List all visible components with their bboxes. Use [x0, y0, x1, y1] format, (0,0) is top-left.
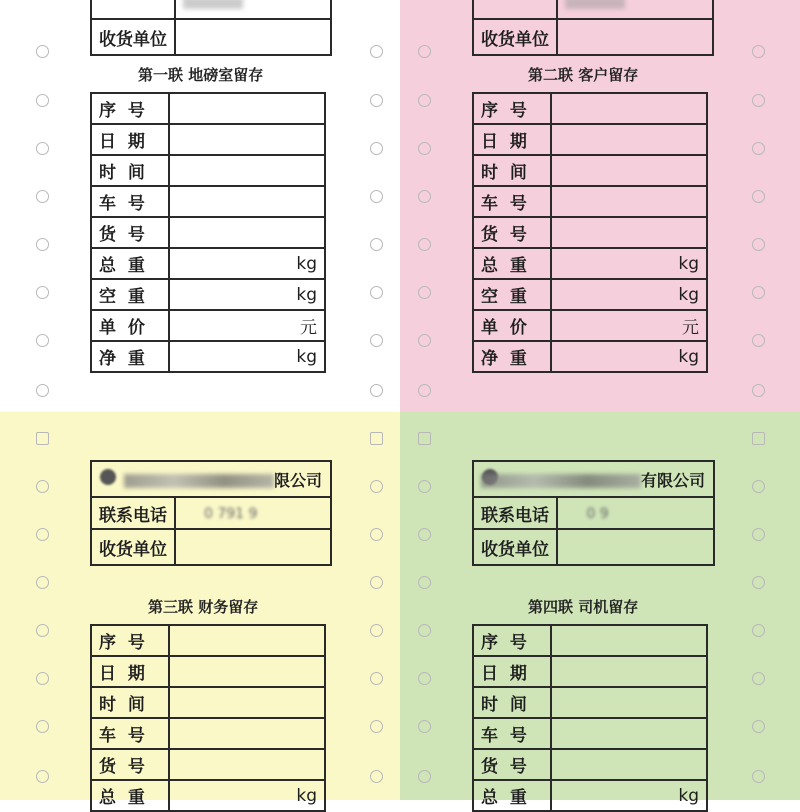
phone-value-cell[interactable] [175, 0, 331, 19]
row-value-field[interactable] [169, 341, 325, 372]
table-row [473, 656, 707, 687]
feed-hole-icon [36, 480, 49, 493]
table-row [91, 217, 325, 248]
weigh-table-1 [90, 92, 326, 373]
feed-hole-icon [36, 672, 49, 685]
table-row [473, 310, 707, 341]
feed-hole-icon [752, 624, 765, 637]
row-value-field[interactable] [551, 310, 707, 341]
phone-value-blurred [565, 0, 625, 9]
company-name-suffix: 有限公司 [641, 470, 706, 490]
row-value-field[interactable] [169, 687, 325, 718]
weigh-table-2 [472, 92, 708, 373]
feed-hole-icon [418, 334, 431, 347]
row-value-field[interactable] [551, 687, 707, 718]
row-label: 车 号 [473, 718, 551, 749]
phone-value-text: 0 9 [586, 506, 609, 522]
table-row [91, 248, 325, 279]
feed-hole-icon [370, 94, 383, 107]
company-name-cell [473, 461, 714, 497]
feed-hole-icon [36, 142, 49, 155]
feed-hole-icon [752, 94, 765, 107]
receiver-label: 收货单位 [473, 19, 557, 55]
table-row [91, 749, 325, 780]
row-label: 总 重 [473, 248, 551, 279]
row-unit: 元 [300, 318, 317, 338]
feed-hole-icon [370, 142, 383, 155]
copy-caption: 第四联 司机留存 [528, 598, 639, 616]
row-unit: kg [678, 785, 699, 806]
table-row [91, 341, 325, 372]
receiver-label: 收货单位 [91, 19, 175, 55]
feed-hole-icon [36, 238, 49, 251]
feed-hole-icon [418, 770, 431, 783]
feed-hole-icon [418, 480, 431, 493]
row-unit: kg [296, 346, 317, 367]
table-row [473, 687, 707, 718]
row-label: 货 号 [91, 217, 169, 248]
feed-hole-icon [36, 770, 49, 783]
table-row [91, 186, 325, 217]
phone-label-cell [91, 0, 175, 19]
row-value-field[interactable] [169, 749, 325, 780]
phone-label: 联系电话 [91, 497, 175, 529]
row-label: 单 价 [91, 310, 169, 341]
feed-hole-icon [36, 624, 49, 637]
row-label: 空 重 [473, 279, 551, 310]
row-value-field[interactable] [169, 217, 325, 248]
phone-label: 联系电话 [473, 497, 557, 529]
table-row [473, 217, 707, 248]
row-label: 日 期 [91, 124, 169, 155]
table-row [473, 749, 707, 780]
table-row [473, 93, 707, 124]
company-name-blurred [124, 474, 274, 488]
feed-hole-icon [36, 286, 49, 299]
feed-hole-icon [418, 720, 431, 733]
feed-hole-icon [752, 480, 765, 493]
table-row [91, 124, 325, 155]
feed-hole-icon [36, 384, 49, 397]
row-unit: kg [296, 785, 317, 806]
weigh-table-4 [472, 624, 708, 812]
row-value-field[interactable] [169, 155, 325, 186]
row-unit: 元 [682, 318, 699, 338]
row-label: 日 期 [473, 124, 551, 155]
row-label: 序 号 [91, 93, 169, 124]
row-label: 货 号 [91, 749, 169, 780]
row-value-field[interactable] [551, 656, 707, 687]
feed-hole-icon [36, 190, 49, 203]
feed-hole-icon [36, 45, 49, 58]
feed-hole-icon [370, 672, 383, 685]
table-row [91, 310, 325, 341]
row-unit: kg [678, 284, 699, 305]
feed-hole-icon [418, 576, 431, 589]
row-value-field[interactable] [551, 749, 707, 780]
feed-hole-icon [370, 190, 383, 203]
table-row [473, 124, 707, 155]
row-label: 日 期 [91, 656, 169, 687]
company-name-suffix: 限公司 [273, 470, 322, 490]
copy-caption: 第二联 客户留存 [528, 66, 639, 84]
phone-value-cell[interactable] [557, 0, 713, 19]
header-table-2 [472, 0, 714, 56]
phone-value-text: 0 791 9 [204, 506, 258, 522]
phone-label-cell [473, 0, 557, 19]
company-name-cell [91, 461, 331, 497]
feed-hole-icon [36, 720, 49, 733]
header-table-3 [90, 460, 332, 566]
row-label: 序 号 [91, 625, 169, 656]
row-label: 总 重 [473, 780, 551, 811]
table-row [473, 248, 707, 279]
feed-hole-icon [752, 576, 765, 589]
copy-caption: 第三联 财务留存 [148, 598, 259, 616]
row-label: 净 重 [473, 341, 551, 372]
receiver-value-field[interactable] [557, 529, 714, 565]
table-row [473, 780, 707, 811]
row-label: 单 价 [473, 310, 551, 341]
table-row [473, 341, 707, 372]
row-unit: kg [296, 253, 317, 274]
feed-hole-icon [370, 432, 383, 445]
feed-hole-icon [36, 528, 49, 541]
feed-hole-icon [752, 384, 765, 397]
table-row [91, 625, 325, 656]
feed-hole-icon [418, 624, 431, 637]
table-row [473, 186, 707, 217]
feed-hole-icon [370, 720, 383, 733]
feed-hole-icon [370, 624, 383, 637]
feed-hole-icon [370, 528, 383, 541]
feed-hole-icon [370, 480, 383, 493]
row-value-field[interactable] [169, 124, 325, 155]
row-label: 时 间 [91, 155, 169, 186]
row-label: 净 重 [91, 341, 169, 372]
row-value-field[interactable] [551, 718, 707, 749]
feed-hole-icon [752, 238, 765, 251]
feed-hole-icon [752, 528, 765, 541]
receiver-value-field[interactable] [557, 19, 713, 55]
row-value-field[interactable] [169, 310, 325, 341]
company-logo-icon [100, 469, 116, 485]
row-label: 车 号 [473, 186, 551, 217]
feed-hole-icon [370, 770, 383, 783]
feed-hole-icon [418, 528, 431, 541]
table-row [473, 718, 707, 749]
feed-hole-icon [36, 576, 49, 589]
row-label: 日 期 [473, 656, 551, 687]
row-value-field[interactable] [169, 279, 325, 310]
row-unit: kg [678, 346, 699, 367]
feed-hole-icon [370, 238, 383, 251]
feed-hole-icon [418, 384, 431, 397]
header-table-1 [90, 0, 332, 56]
table-row [91, 279, 325, 310]
feed-hole-icon [36, 94, 49, 107]
phone-value [175, 497, 331, 529]
feed-hole-icon [752, 334, 765, 347]
table-row [91, 656, 325, 687]
row-unit: kg [296, 284, 317, 305]
feed-hole-icon [418, 190, 431, 203]
receiver-label: 收货单位 [91, 529, 175, 565]
feed-hole-icon [752, 142, 765, 155]
row-value-field[interactable] [169, 780, 325, 811]
table-row [473, 625, 707, 656]
row-value-field[interactable] [551, 186, 707, 217]
feed-hole-icon [752, 432, 765, 445]
copy-caption: 第一联 地磅室留存 [138, 66, 264, 84]
table-row [91, 718, 325, 749]
row-value-field[interactable] [551, 248, 707, 279]
row-unit: kg [678, 253, 699, 274]
row-label: 货 号 [473, 217, 551, 248]
table-row [91, 780, 325, 811]
table-row [91, 687, 325, 718]
feed-hole-icon [752, 45, 765, 58]
row-value-field[interactable] [551, 625, 707, 656]
feed-hole-icon [36, 432, 49, 445]
header-table-4 [472, 460, 715, 566]
row-value-field[interactable] [169, 186, 325, 217]
row-value-field[interactable] [169, 718, 325, 749]
row-value-field[interactable] [169, 625, 325, 656]
receiver-value-field[interactable] [175, 529, 331, 565]
row-label: 时 间 [473, 687, 551, 718]
feed-hole-icon [370, 384, 383, 397]
table-row [473, 279, 707, 310]
feed-hole-icon [418, 432, 431, 445]
feed-hole-icon [418, 94, 431, 107]
row-value-field[interactable] [551, 279, 707, 310]
phone-value-blurred [183, 0, 243, 9]
row-label: 时 间 [91, 687, 169, 718]
row-value-field[interactable] [169, 93, 325, 124]
row-label: 货 号 [473, 749, 551, 780]
feed-hole-icon [418, 672, 431, 685]
row-label: 总 重 [91, 780, 169, 811]
feed-hole-icon [418, 286, 431, 299]
row-value-field[interactable] [551, 780, 707, 811]
row-label: 空 重 [91, 279, 169, 310]
company-name-blurred [481, 474, 641, 488]
row-label: 序 号 [473, 93, 551, 124]
feed-hole-icon [370, 286, 383, 299]
receiver-label: 收货单位 [473, 529, 557, 565]
feed-hole-icon [752, 190, 765, 203]
table-row [473, 155, 707, 186]
row-label: 时 间 [473, 155, 551, 186]
feed-hole-icon [370, 576, 383, 589]
row-label: 总 重 [91, 248, 169, 279]
row-value-field[interactable] [551, 124, 707, 155]
table-row [91, 155, 325, 186]
feed-hole-icon [418, 238, 431, 251]
weigh-table-3 [90, 624, 326, 812]
row-value-field[interactable] [169, 656, 325, 687]
feed-hole-icon [752, 672, 765, 685]
feed-hole-icon [36, 334, 49, 347]
table-row [91, 93, 325, 124]
row-value-field[interactable] [169, 248, 325, 279]
row-value-field[interactable] [551, 217, 707, 248]
row-value-field[interactable] [551, 93, 707, 124]
phone-value [557, 497, 714, 529]
feed-hole-icon [752, 286, 765, 299]
feed-hole-icon [370, 45, 383, 58]
feed-hole-icon [418, 45, 431, 58]
feed-hole-icon [752, 770, 765, 783]
row-label: 车 号 [91, 718, 169, 749]
feed-hole-icon [418, 142, 431, 155]
feed-hole-icon [752, 720, 765, 733]
row-value-field[interactable] [551, 155, 707, 186]
row-label: 序 号 [473, 625, 551, 656]
feed-hole-icon [370, 334, 383, 347]
row-value-field[interactable] [551, 341, 707, 372]
row-label: 车 号 [91, 186, 169, 217]
receiver-value-field[interactable] [175, 19, 331, 55]
